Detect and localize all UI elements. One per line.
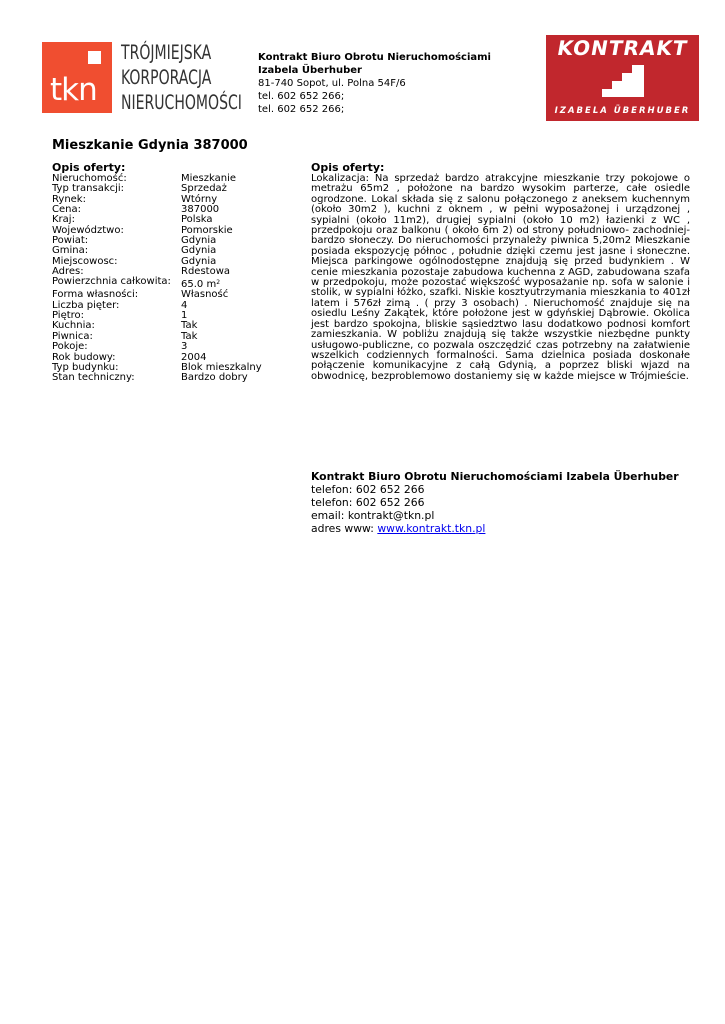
property-key: Typ budynku: — [52, 361, 119, 373]
property-key: Województwo: — [52, 224, 124, 236]
property-row — [52, 226, 292, 236]
page-title: Mieszkanie Gdynia 387000 — [52, 138, 248, 153]
property-value-text: Bardzo dobry — [181, 372, 248, 384]
property-value — [181, 373, 248, 383]
agency-phone: tel. 602 652 266; — [258, 91, 345, 102]
property-value-text: 4 — [181, 299, 188, 311]
property-key: Powierzchnia całkowita: — [52, 276, 171, 288]
property-value-text: Wtórny — [181, 193, 218, 205]
property-key: Stan techniczny: — [52, 372, 135, 384]
logo-word: KORPORACJA — [121, 66, 212, 89]
logo-word: TRÓJMIEJSKA — [121, 41, 212, 64]
property-value-text: 2004 — [181, 351, 207, 363]
unit-superscript: 2 — [216, 279, 221, 287]
property-key: Gmina: — [52, 245, 89, 257]
property-row — [52, 373, 292, 383]
property-list — [52, 174, 292, 384]
offer-description — [311, 161, 690, 382]
property-value-text: Tak — [181, 320, 198, 332]
property-key: Rynek: — [52, 193, 86, 205]
property-key: Miejscowosc: — [52, 255, 118, 267]
contact-phone: telefon: 602 652 266 — [311, 496, 425, 509]
kontrakt-logo — [546, 35, 699, 121]
property-value-text: Gdynia — [181, 235, 217, 247]
property-row — [52, 342, 292, 352]
property-row — [52, 205, 292, 215]
property-key: Nieruchomość: — [52, 173, 127, 184]
property-value — [181, 290, 228, 300]
property-row — [52, 184, 292, 194]
property-key: Piętro: — [52, 310, 85, 322]
kontrakt-tagline: IZABELA ÜBERHUBER — [554, 106, 691, 116]
property-row — [52, 257, 292, 267]
property-value-text: Polska — [181, 214, 213, 226]
property-value-text: Własność — [181, 289, 229, 301]
www-label: adres www: — [311, 522, 378, 535]
logo-square-icon — [88, 51, 101, 64]
property-key: Forma własności: — [52, 289, 139, 301]
agency-name: Kontrakt Biuro Obrotu Nieruchomościami Izabela Überhuber — [258, 52, 491, 76]
tkn-logo — [42, 42, 112, 113]
property-value-text: Pomorskie — [181, 224, 233, 236]
property-value — [181, 267, 230, 277]
property-value-text: Sprzedaż — [181, 183, 227, 195]
property-key: Rok budowy: — [52, 351, 116, 363]
property-value-text: Mieszkanie — [181, 173, 237, 184]
logo-wordmark — [121, 40, 242, 115]
property-row — [52, 195, 292, 205]
section-heading: Opis oferty: — [311, 161, 385, 174]
logo-mark: tkn — [50, 72, 97, 108]
property-key: Liczba pięter: — [52, 299, 120, 311]
agency-phone: tel. 602 652 266; — [258, 104, 345, 115]
website-link[interactable]: www.kontrakt.tkn.pl — [377, 522, 486, 535]
property-key: Kuchnia: — [52, 320, 95, 332]
property-value-text: 1 — [181, 310, 188, 322]
contact-www — [311, 522, 711, 535]
contact-name: Kontrakt Biuro Obrotu Nieruchomościami Izabela Überhuber — [311, 470, 679, 483]
property-value-text: 3 — [181, 341, 188, 353]
contact-phone: telefon: 602 652 266 — [311, 483, 425, 496]
property-value-text: Blok mieszkalny — [181, 361, 262, 373]
property-value-text: Gdynia — [181, 245, 217, 257]
logo-word: NIERUCHOMOŚCI — [121, 91, 242, 114]
contact-block — [311, 470, 711, 535]
agency-info — [258, 51, 533, 116]
property-value-text: 65.0 m — [181, 279, 217, 291]
property-key: Adres: — [52, 266, 84, 278]
property-row — [52, 332, 292, 342]
property-value-text: Gdynia — [181, 255, 217, 267]
agency-address: 81-740 Sopot, ul. Polna 54F/6 — [258, 78, 406, 89]
property-key: Typ transakcji: — [52, 183, 125, 195]
property-row — [52, 236, 292, 246]
section-heading: Opis oferty: — [52, 161, 126, 174]
property-key: Kraj: — [52, 214, 75, 226]
stairs-icon — [602, 65, 644, 97]
description-text: Lokalizacja: Na sprzedaż bardzo atrakcyjne mieszkanie trzy pokojowe o metrażu 65m2 , położone na bardzo wysokim parterze, całe osiedle ogrodzone. Lokal składa się z salonu połączonego z aneksem kuchennym (około 30m2 ), kuchni z oknem , w pełni wyposażonej i urządzonej , sypialni (około 11m2), drugiej sypialni (około 10 m2) łazienki z WC , przedpokoju oraz balkonu ( około 6m 2) od strony południowo- zachodniej- bardzo słoneczy. Do nieruchomości przynależy piwnica 5,20m2 Mieszkanie posiada ekspozycję północ , południe dzięki czemu jest jasne i słoneczne. Miejsca parkingowe ogólnodostępne znajdują się przed budynkiem . W cenie mieszkania pozostaje zabudowa kuchenna z AGD, zabudowana szafa w przedpokoju, może pozostać większość wyposażanie np. sofa w salonie i stolik, w sypialni łóżko, szafki. Niskie kosztyutrzymania mieszkania to 401zł latem i 576zł zimą . ( przy 3 osobach) . Nieruchomość znajduje się na osiedlu Leśny Zakątek, które położone jest w gdyńskiej Dąbrowie. Okolica jest bardzo spokojna, bliskie sąsiedztwo lasu dodatkowo podnosi komfort zamieszkania. W pobliżu znajdują się także wszystkie niezbędne punkty usługowo-publiczne, co pozwala oszczędzić czas potrzebny na załatwienie wszelkich codziennych formalności. Sama dzielnica posiada doskonałe połączenie komunikacyjne z całą Gdynią, a poprzez bliski wjazd na obwodnicę, bezproblemowo dostaniemy się w każde miejsce w Trójmieście. — [311, 173, 690, 382]
property-row — [52, 301, 292, 311]
kontrakt-brand: KONTRAKT — [555, 36, 690, 60]
contact-email: email: kontrakt@tkn.pl — [311, 509, 435, 522]
property-details — [52, 161, 292, 384]
property-value-text: Tak — [181, 330, 198, 342]
property-key: Cena: — [52, 204, 81, 216]
property-key: Piwnica: — [52, 330, 93, 342]
property-value-text: Rdestowa — [181, 266, 231, 278]
property-key: Powiat: — [52, 235, 89, 247]
property-value-text: 387000 — [181, 204, 220, 216]
property-key: Pokoje: — [52, 341, 88, 353]
